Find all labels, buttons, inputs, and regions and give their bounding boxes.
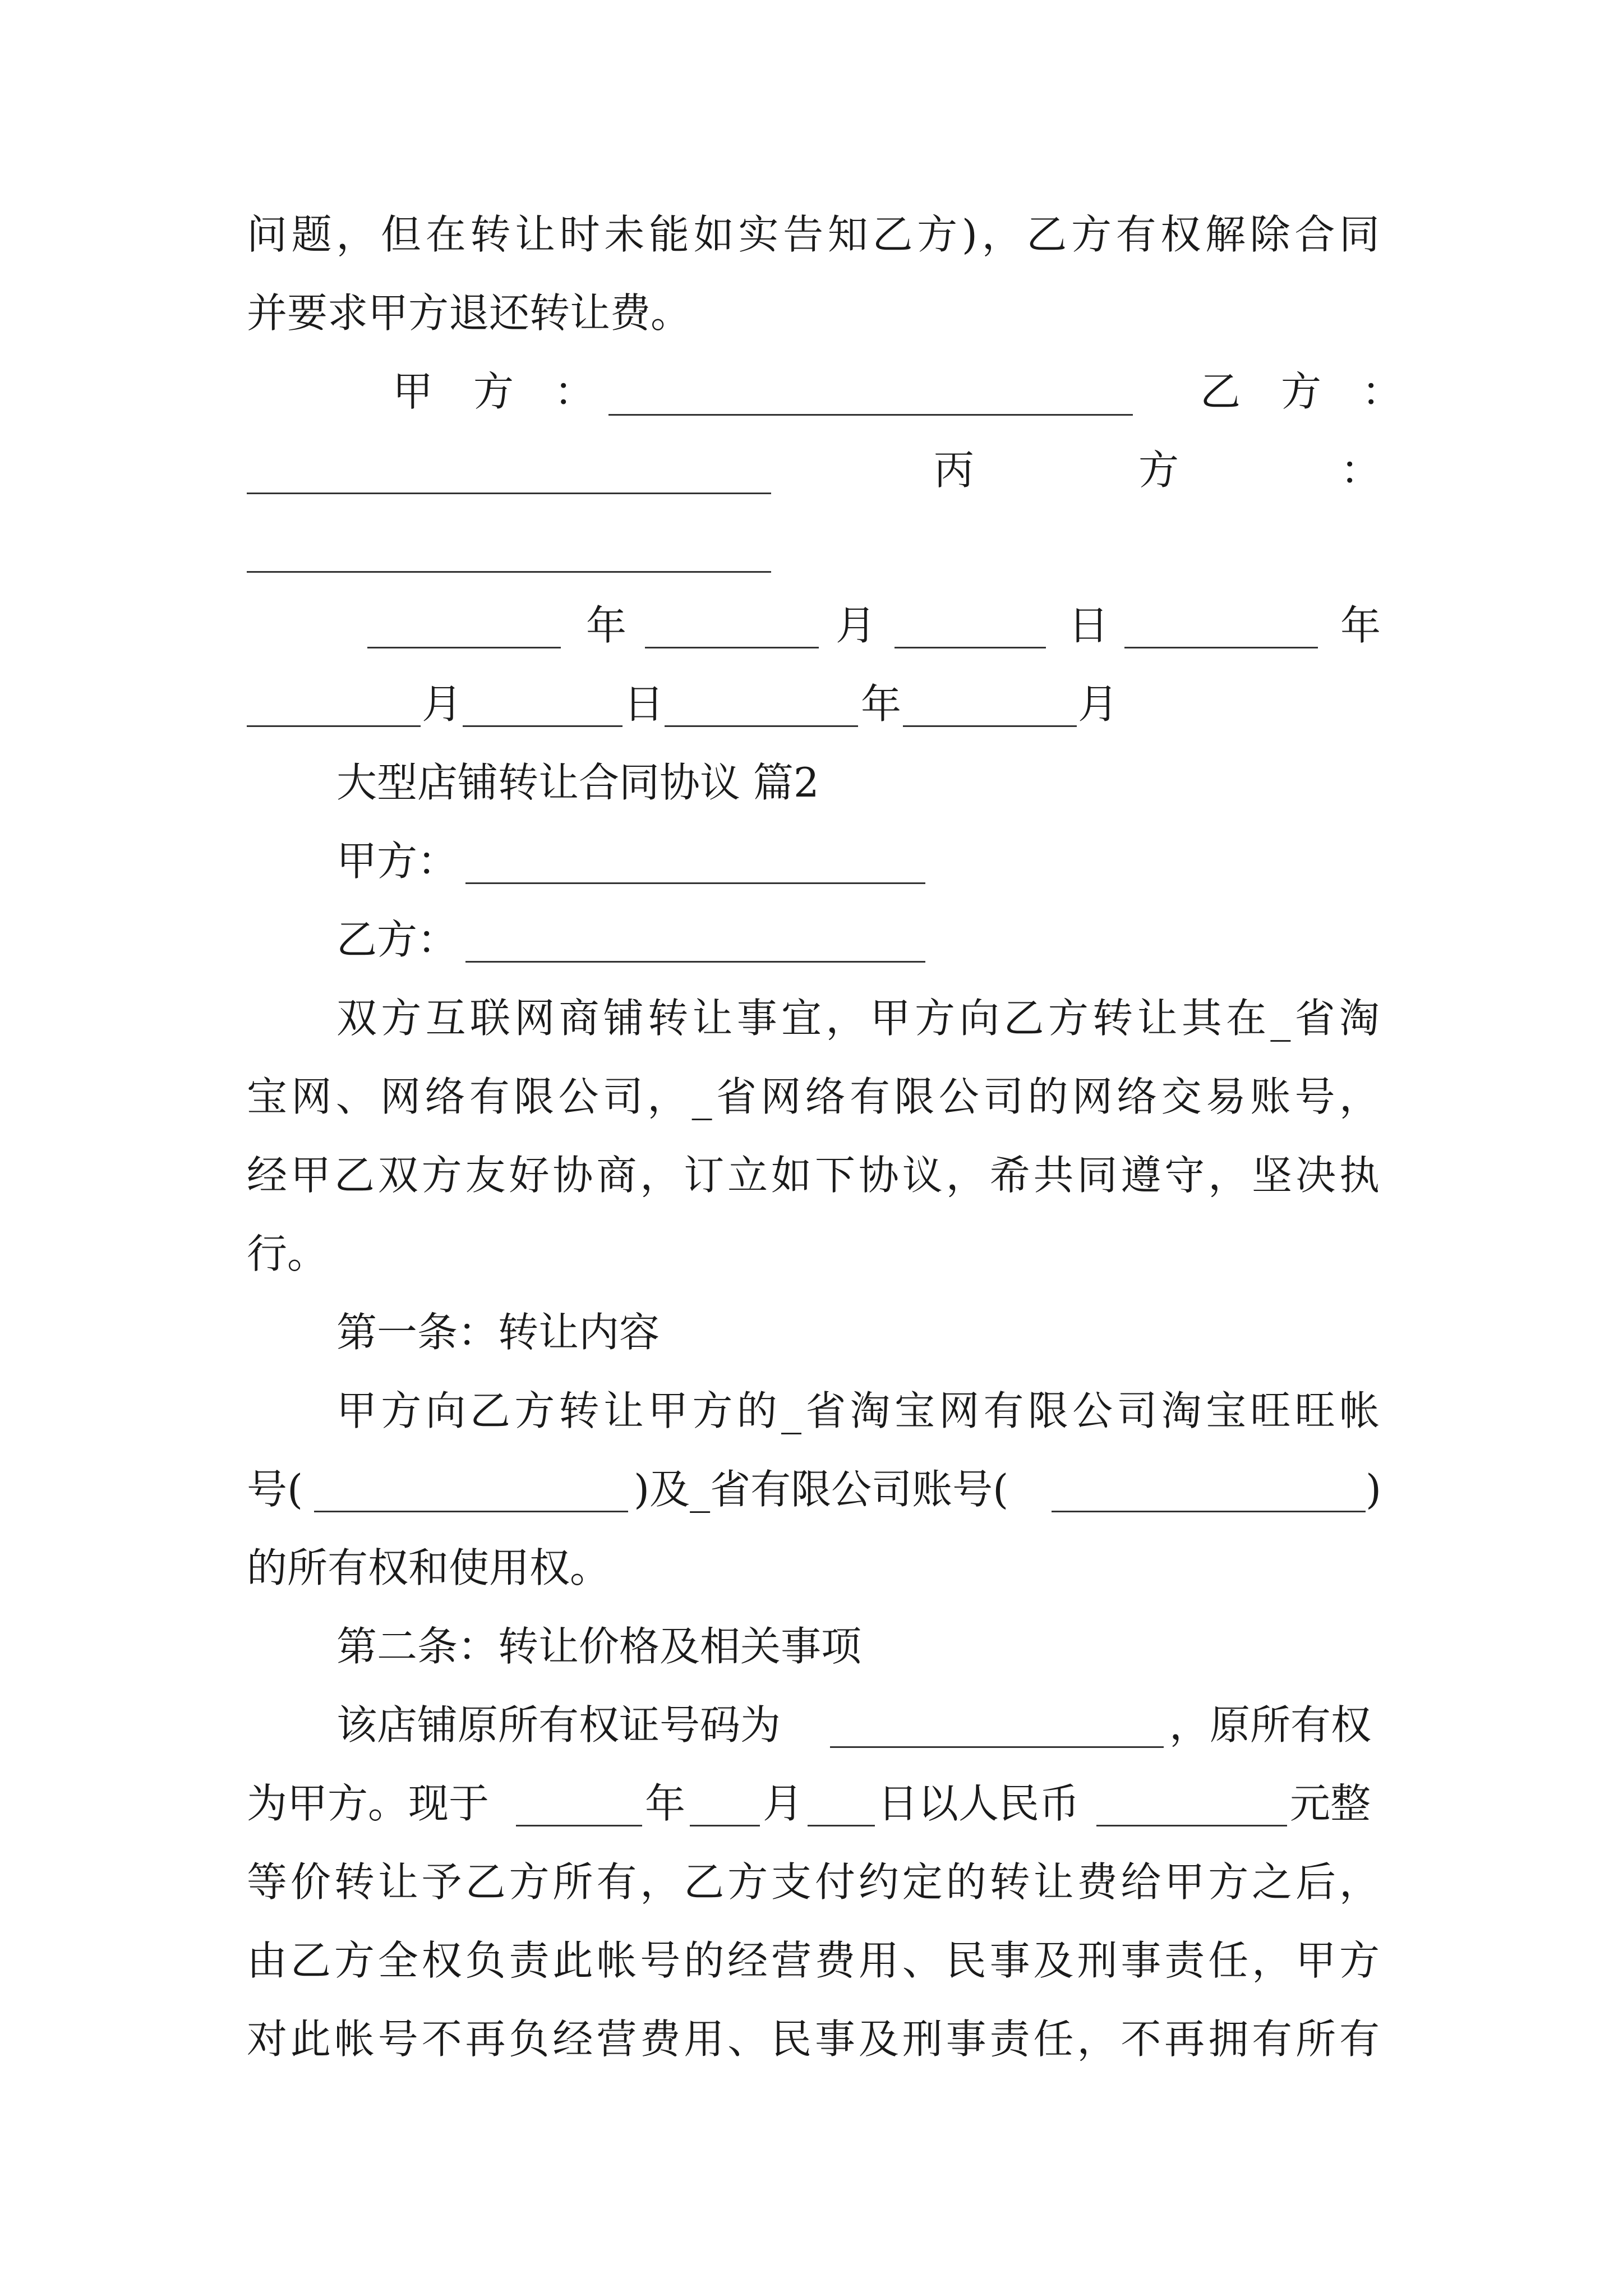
paragraph-fragment: 月 [763,1780,804,1827]
paragraph-fragment: 日以人民币 [878,1780,1080,1827]
date-label: 月 [836,602,877,649]
account-label: ) [1366,1466,1382,1513]
paragraph-fragment: 该店铺原所有权证号码为 [336,1701,781,1749]
party-c-label-colon: ： [1340,447,1381,494]
paragraph-line: 宝网、网络有限公司，_省网络有限公司的网络交易账号， [247,1073,1380,1120]
date-label: 日 [1068,602,1109,649]
date-blank [903,724,1077,727]
date-blank [665,724,858,727]
party-a-signature-blank [608,412,1133,416]
paragraph-fragment: ，原所有权 [1169,1701,1372,1749]
date-blank [895,645,1046,648]
account-blank [314,1509,628,1512]
section-heading: 大型店铺转让合同协议 篇2 [336,759,819,806]
year-blank [516,1823,642,1826]
date-label: 年 [1340,602,1381,649]
account-label: 号( [247,1466,303,1513]
paragraph-line: 经甲乙双方友好协商，订立如下协议，希共同遵守，坚决执 [247,1152,1380,1199]
paragraph-line: 等价转让予乙方所有，乙方支付约定的转让费给甲方之后， [247,1858,1380,1906]
paragraph-line: 双方互联网商铺转让事宜，甲方向乙方转让其在_省淘 [336,995,1380,1042]
date-label: 月 [1078,680,1119,728]
paragraph-line: 并要求甲方退还转让费。 [247,289,691,337]
day-blank [808,1823,875,1826]
paragraph-line: 行。 [247,1230,328,1277]
paragraph-fragment: 为甲方。现于 [247,1780,490,1827]
month-blank [690,1823,760,1826]
article-title: 第二条：转让价格及相关事项 [336,1623,862,1670]
date-blank [645,645,819,648]
date-blank [463,724,623,727]
party-b-signature-label: 乙 方 ： [1200,368,1403,415]
party-c-label-char: 丙 [934,447,975,494]
certificate-number-blank [830,1745,1164,1748]
date-blank [1124,645,1318,648]
date-label: 日 [624,680,665,728]
account-blank [1052,1509,1366,1512]
party-b-blank [465,959,925,963]
date-label: 月 [422,680,463,728]
article-title: 第一条：转让内容 [336,1309,660,1356]
party-b-signature-blank [247,491,771,494]
party-a-label: 甲方： [336,838,458,885]
party-c-label-char: 方 [1138,447,1179,494]
paragraph-line: 对此帐号不再负经营费用、民事及刑事责任，不再拥有所有 [247,2016,1380,2063]
paragraph-fragment: 元整 [1290,1780,1371,1827]
party-a-blank [465,881,925,884]
date-blank [247,724,421,727]
party-a-signature-label: 甲 方 ： [393,368,595,415]
date-blank [367,645,561,648]
date-label: 年 [586,602,627,649]
account-label: )及_省有限公司账号( [634,1466,1009,1513]
party-c-signature-blank [247,569,771,573]
paragraph-line: 甲方向乙方转让甲方的_省淘宝网有限公司淘宝旺旺帐 [336,1387,1380,1434]
date-label: 年 [861,680,902,728]
paragraph-fragment: 年 [645,1780,686,1827]
paragraph-line: 由乙方全权负责此帐号的经营费用、民事及刑事责任，甲方 [247,1937,1380,1984]
amount-blank [1096,1823,1287,1826]
paragraph-line: 问题，但在转让时未能如实告知乙方)，乙方有权解除合同 [247,211,1380,258]
party-b-label: 乙方： [336,916,458,963]
paragraph-line: 的所有权和使用权。 [247,1544,611,1591]
